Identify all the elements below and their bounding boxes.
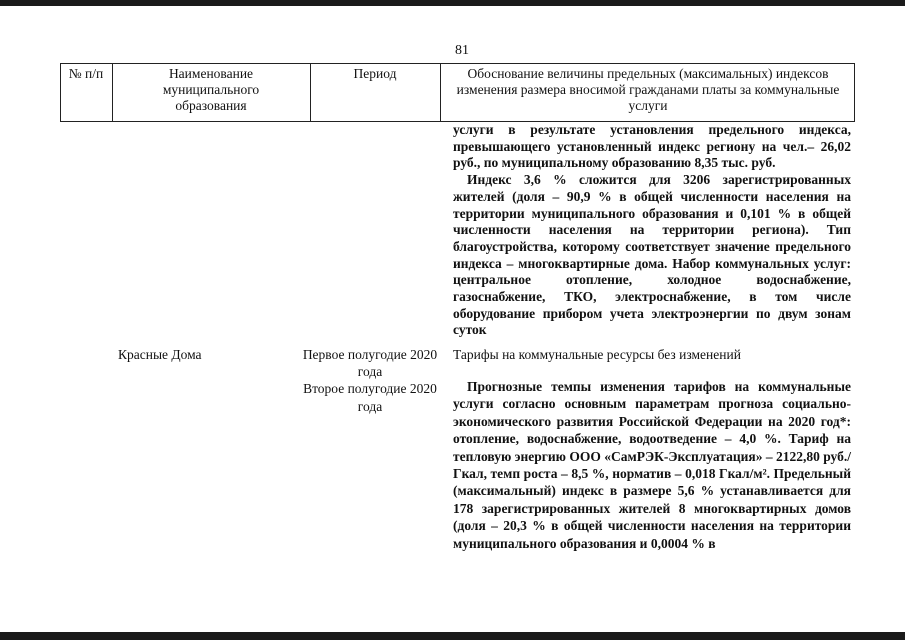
table-right-border [854, 63, 855, 122]
continuation-paragraph-2: Индекс 3,6 % сложится для 3206 зарегистрированных жителей (доля – 90,9 % в общей численности населения на территории муниципального образования и 0,101 % в общей численности населения на территории региона). Тип благоустройства, которому соответствует значение предельного индекса – многоквартирные дома. Набор коммунальных услуг: центральное отопление, холодное водоснабжение, газоснабжение, ТКО, электроснабжение, в том числе оборудование прибором учета электроэнергии по двум зонам суток [453, 172, 851, 338]
period-first-half: Первое полугодие 2020 года [302, 347, 438, 379]
column-divider-2 [310, 63, 311, 122]
column-divider-3 [440, 63, 441, 122]
forecast-paragraph [453, 378, 851, 552]
municipality-name: Красные Дома [118, 347, 202, 362]
header-period: Период [353, 66, 397, 81]
period-second-half: Второе полугодие 2020 года [303, 381, 437, 414]
header-rationale: Обоснование величины предельных (максимальных) индексов изменения размера вносимой гражданами платы за коммунальные услуги [456, 66, 840, 113]
page-number: 81 [455, 43, 469, 58]
continuation-block [453, 122, 851, 339]
top-border [0, 0, 905, 6]
header-municipality: Наименование муниципального образования [162, 66, 260, 113]
forecast-text: Прогнозные темпы изменения тарифов на коммунальные услуги согласно основным параметрам прогноза социально-экономического развития Российской Федерации на 2020 год*: отопление, водоснабжение, водоотведение – 4,0 %. Тариф на тепловую энергию ООО «СамРЭК-Эксплуатация» – 2122,80 руб./Гкал, темп роста – 8,5 %, норматив – 0,018 Гкал/м². Предельный (максимальный) индекс в размере 5,6 % устанавливается для 178 зарегистрированных жителей 8 многоквартирных домов (доля – 20,3 % в общей численности населения на территории муниципального образования и 0,0004 % в [453, 379, 851, 551]
bottom-border [0, 632, 905, 640]
column-divider-1 [112, 63, 113, 122]
header-number: № п/п [68, 66, 104, 81]
table-top-line [60, 63, 855, 64]
table-left-border [60, 63, 61, 122]
continuation-paragraph-1: услуги в результате установления предельного индекса, превышающего установленный индекс региону на чел.– 26,02 руб., по муниципальному образованию 8,35 тыс. руб. [453, 122, 851, 171]
tariffs-unchanged-text: Тарифы на коммунальные ресурсы без изменений [453, 347, 741, 362]
